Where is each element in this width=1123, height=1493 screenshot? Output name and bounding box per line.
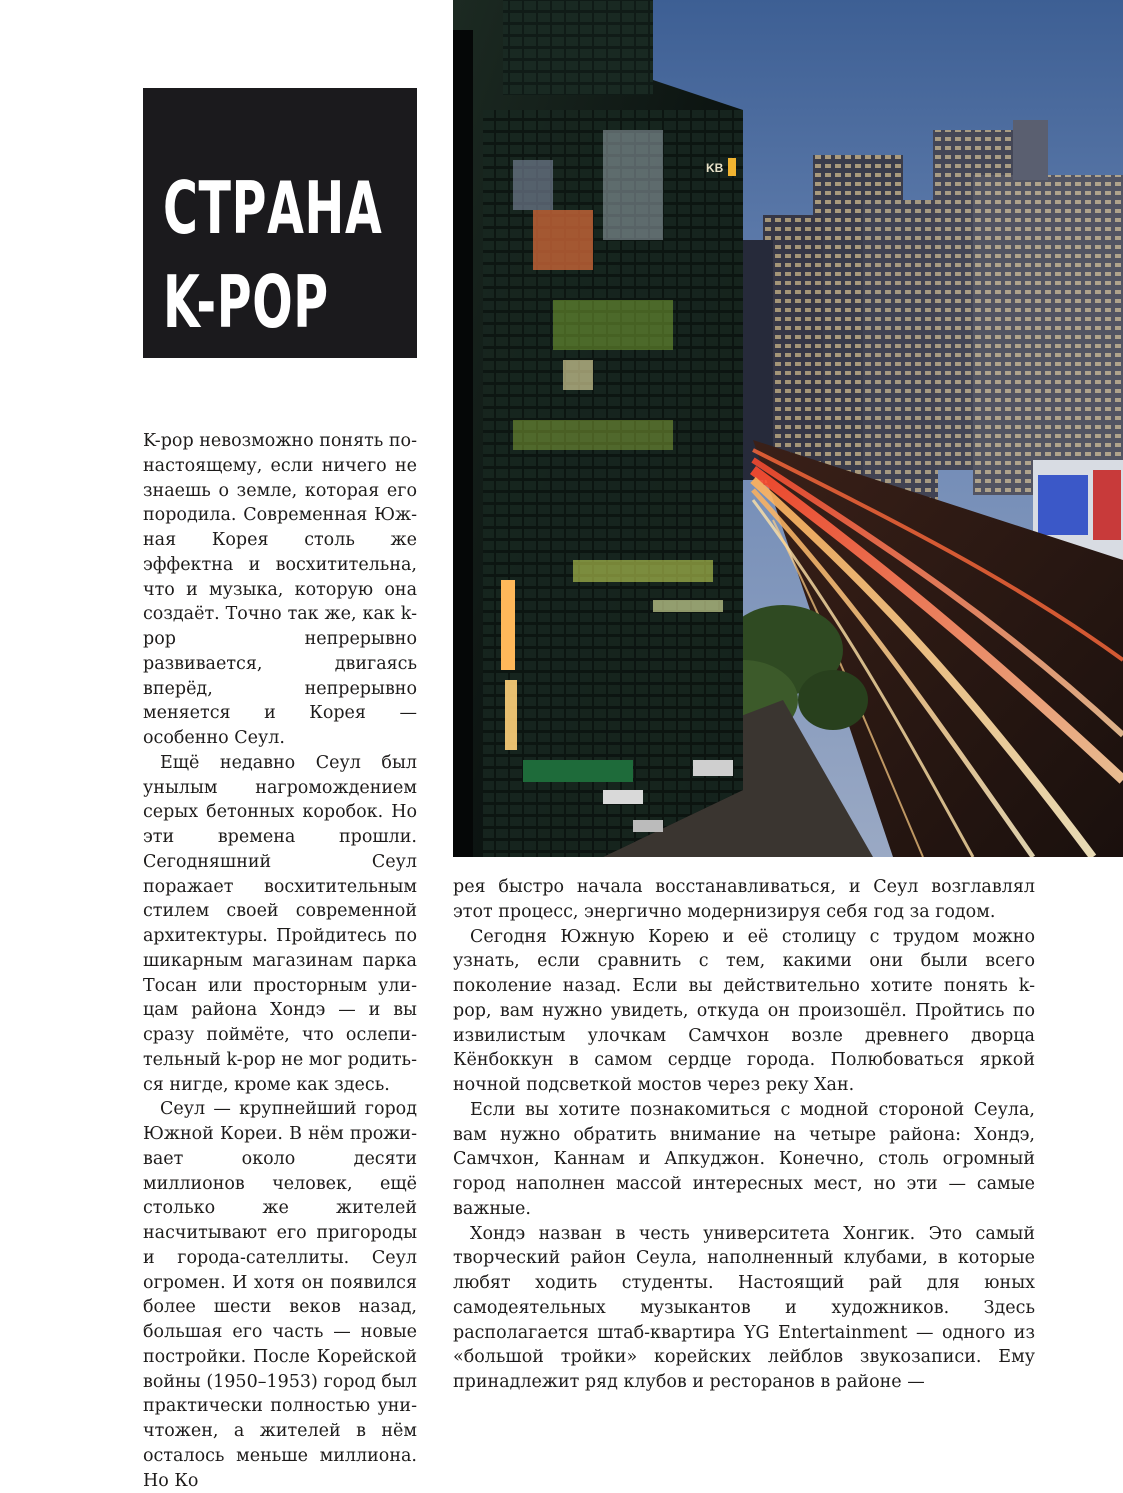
left-text-column [143,429,417,1493]
seoul-night-street-photo [453,0,1123,857]
right-paragraph-3: Если вы хотите познакомиться с модной стороной Сеула, вам нужно обратить внимание на четыре района: Хондэ, Самчхон, Каннам и Апкуджон. Конечно, столь огромный город наполнен массой интересных мест, но эти — самые важные. [453,1099,1035,1219]
left-paragraph-2: Ещё недавно Сеул был унылым нагромождением серых бетонных коробок. Но эти времена прошли. Сегодняшний Сеул поражает восхитительным стилем своей современной архитектуры. Пройдитесь по шикарным магазинам парка Тосан или просторным улицам района Хондэ — и вы сразу поймёте, что ослепительный k-pop не мог родиться нигде, кроме как здесь. [143,752,417,1095]
left-paragraph-1: K-pop невозможно понять по-настоящему, если ничего не знаешь о земле, которая его породила. Современная Южная Корея столь же эффектна и восхитительна, что и музыка, которую она создаёт. Точно так же, как k-pop непрерывно развивается, двигаясь вперёд, непрерывно меняется и Корея — особенно Сеул. [143,431,417,748]
right-paragraph-4: Хондэ назван в честь университета Хонгик. Это самый творческий район Сеула, наполненный клубами, в которые любят ходить студенты. Настоящий рай для юных самодеятельных музыкантов и художников. Здесь располагается штаб-квартира YG Entertainment — одного из «большой тройки» корейских лейблов звукозаписи. Ему принадлежит ряд клубов и ресторанов в районе — [453,1223,1035,1392]
title-block [143,88,417,358]
right-text-column [453,875,1035,1395]
right-paragraph-2: Сегодня Южную Корею и её столицу с трудом можно узнать, если сравнить с тем, какими они были всего поколение назад. Если вы действительно хотите понять k-pop, вам нужно увидеть, откуда он произошёл. Пройтись по извилистым улочкам Самчхон возле древнего дворца Кёнбоккун в самом сердце города. Полюбоваться яркой ночной подсветкой мостов через реку Хан. [453,926,1035,1095]
title-line-2: K-POP [163,260,329,344]
kb-sign: KB [706,161,724,175]
left-paragraph-3: Сеул — крупнейший город Южной Кореи. В нём проживает около десяти миллионов человек, ещё столько же жителей насчитывают его пригороды и города-сателлиты. Сеул огромен. И хотя он появился более шести веков назад, большая его часть — новые постройки. После Корейской войны (1950–1953) город был практически полностью уничтожен, а жителей в нём осталось меньше миллиона. Но Ко [143,1099,417,1491]
right-paragraph-1: рея быстро начала восстанавливаться, и Сеул возглавлял этот процесс, энергично модернизируя себя год за годом. [453,877,1035,922]
title-line-1: СТРАНА [163,166,383,250]
